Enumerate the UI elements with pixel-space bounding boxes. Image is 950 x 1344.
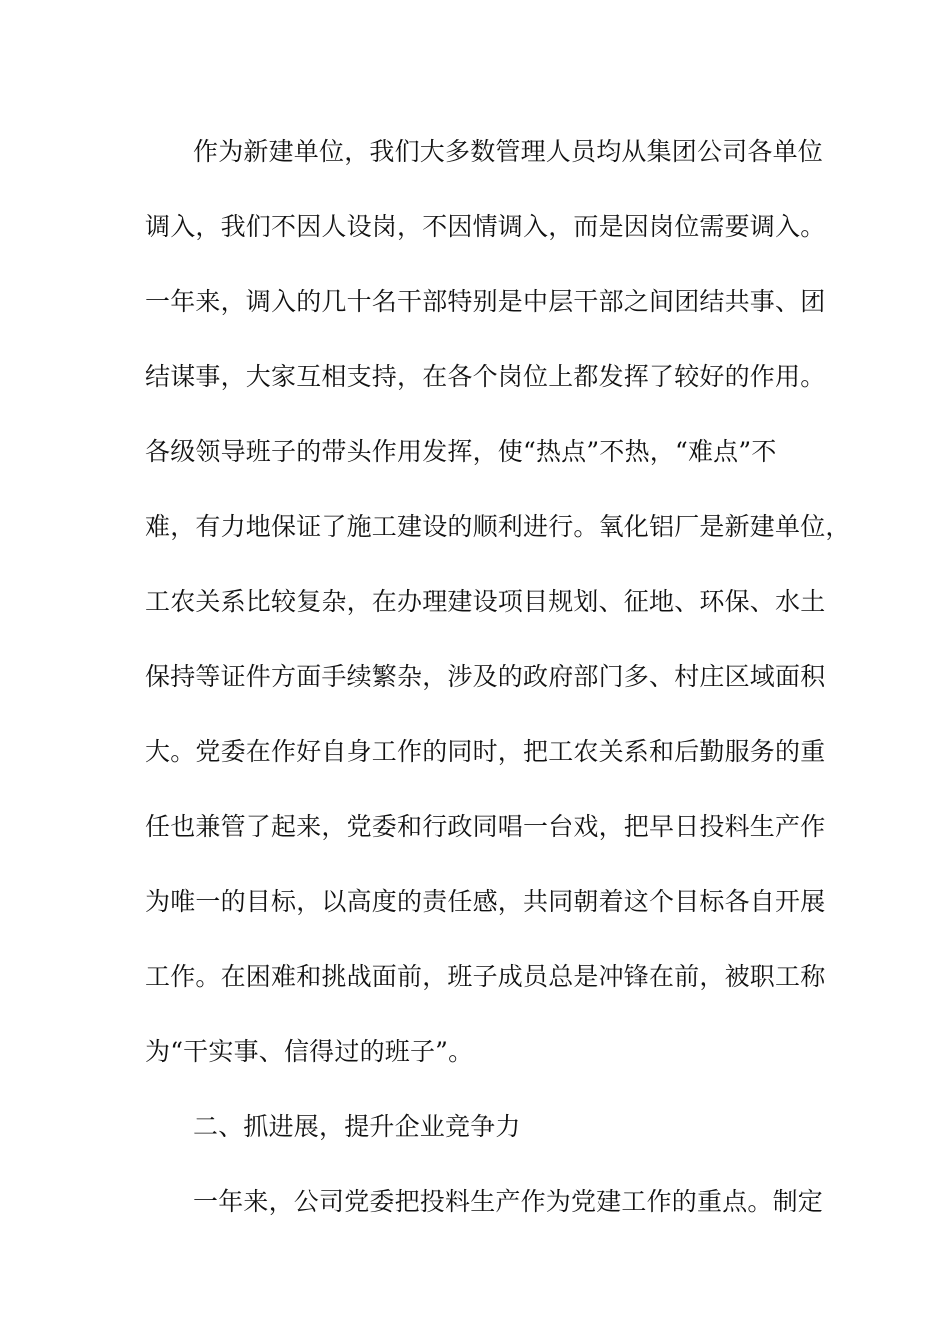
section-heading: 二、抓进展，提升企业竞争力 bbox=[193, 1112, 521, 1141]
paragraph-line: 作为新建单位，我们大多数管理人员均从集团公司各单位 bbox=[193, 137, 824, 166]
paragraph-line: 一年来，公司党委把投料生产作为党建工作的重点。制定 bbox=[193, 1187, 824, 1216]
paragraph-line: 难，有力地保证了施工建设的顺利进行。氧化铝厂是新建单位， bbox=[145, 512, 851, 541]
paragraph-line: 一年来，调入的几十名干部特别是中层干部之间团结共事、团 bbox=[145, 287, 826, 316]
paragraph-line: 结谋事，大家互相支持，在各个岗位上都发挥了较好的作用。 bbox=[145, 362, 826, 391]
paragraph-line: 工作。在困难和挑战面前，班子成员总是冲锋在前，被职工称 bbox=[145, 962, 826, 991]
paragraph-line: 大。党委在作好自身工作的同时，把工农关系和后勤服务的重 bbox=[145, 737, 826, 766]
paragraph-line: 任也兼管了起来，党委和行政同唱一台戏，把早日投料生产作 bbox=[145, 812, 826, 841]
paragraph-line: 工农关系比较复杂，在办理建设项目规划、征地、环保、水土 bbox=[145, 587, 826, 616]
paragraph-line: 调入，我们不因人设岗，不因情调入，而是因岗位需要调入。 bbox=[145, 212, 826, 241]
paragraph-line: 为唯一的目标，以高度的责任感，共同朝着这个目标各自开展 bbox=[145, 887, 826, 916]
paragraph-line: 各级领导班子的带头作用发挥，使“热点”不热，“难点”不 bbox=[145, 437, 777, 466]
paragraph-line: 为“干实事、信得过的班子”。 bbox=[145, 1037, 474, 1066]
paragraph-line: 保持等证件方面手续繁杂，涉及的政府部门多、村庄区域面积 bbox=[145, 662, 826, 691]
